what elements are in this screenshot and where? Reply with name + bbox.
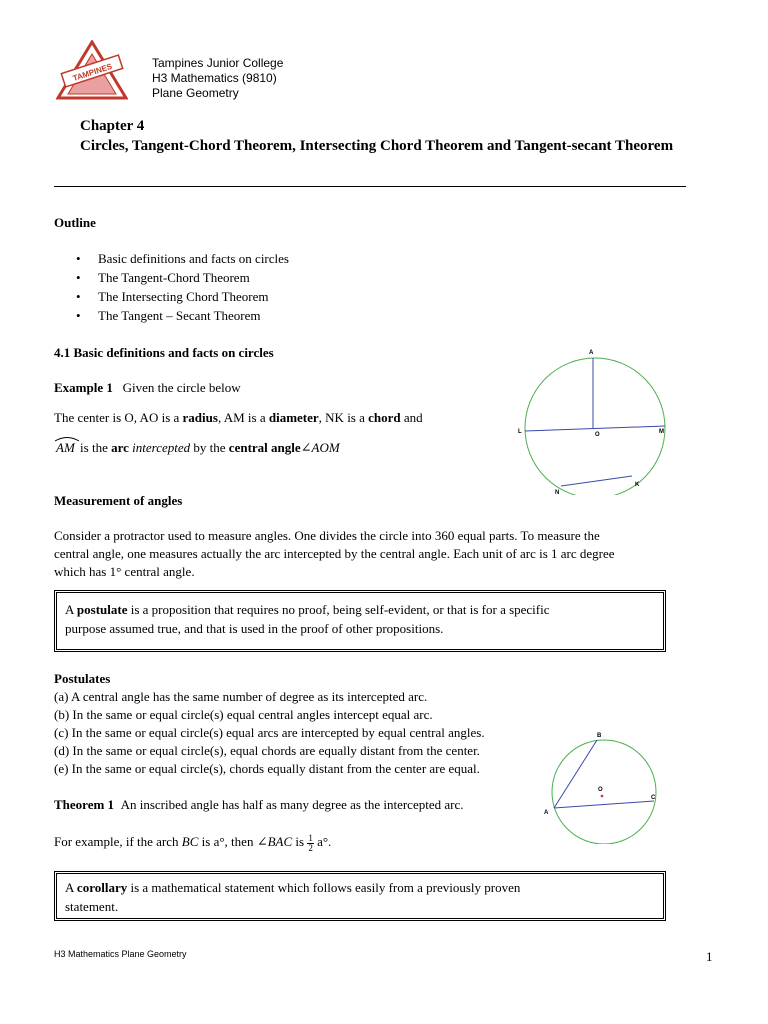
- corollary-line-2: statement.: [65, 899, 119, 914]
- theorem-example: For example, if the arch BC is a°, then ∠BAC is $\frac{1}{2}$ a°.: [54, 832, 332, 853]
- theorem-1: [54, 796, 463, 814]
- angle-bac: ∠BAC: [256, 834, 293, 849]
- chapter-title: Circles, Tangent-Chord Theorem, Intersecting Chord Theorem and Tangent-secant Theorem: [80, 138, 674, 154]
- arc-symbol: AM: [54, 439, 77, 457]
- label-B: B: [597, 733, 602, 739]
- postulate-line-1: A postulate is a proposition that requires no proof, being self-evident, or that is for a specific: [65, 602, 550, 617]
- label-A: A: [589, 350, 594, 356]
- fraction-half: $\frac{1}{2}$: [308, 832, 313, 853]
- label-M: M: [659, 429, 664, 435]
- label-C: C: [651, 795, 656, 801]
- postulate-item: (b) In the same or equal circle(s) equal central angles intercept equal arc.: [54, 707, 433, 722]
- header-info: [152, 56, 283, 101]
- measurement-line: Consider a protractor used to measure angles. One divides the circle into 360 equal parts. To measure the: [54, 528, 600, 543]
- corollary-definition-box: [54, 871, 666, 921]
- logo-text: TAMPINES: [71, 61, 114, 84]
- chapter-heading: [80, 116, 700, 156]
- theorem-label: Theorem 1: [54, 797, 115, 812]
- section-heading: 4.1 Basic definitions and facts on circles: [54, 345, 274, 360]
- theorem-text: An inscribed angle has half as many degree as the intercepted arc.: [120, 797, 464, 812]
- course-name: H3 Mathematics (9810): [152, 71, 277, 85]
- postulate-item: (c) In the same or equal circle(s) equal arcs are intercepted by equal central angles.: [54, 725, 485, 740]
- term-radius: radius: [182, 410, 218, 425]
- arc-bc: BC: [181, 834, 199, 849]
- term-arc: arc: [111, 440, 129, 455]
- page-number: 1: [706, 949, 713, 964]
- topic-name: Plane Geometry: [152, 86, 239, 100]
- term-intercepted: intercepted: [132, 440, 191, 455]
- footer-text: H3 Mathematics Plane Geometry: [54, 949, 187, 959]
- label-L: L: [518, 429, 522, 435]
- example-label: Example 1: [54, 380, 113, 395]
- corollary-line-1: A corollary is a mathematical statement which follows easily from a previously proven: [65, 880, 521, 895]
- definition-line-2: AM is the arc intercepted by the central angle∠AOM: [54, 439, 340, 457]
- postulate-item: (a) A central angle has the same number of degree as its intercepted arc.: [54, 689, 428, 704]
- circle-figure-2: [538, 728, 668, 844]
- term-corollary: corollary: [76, 880, 128, 895]
- angle-symbol: ∠AOM: [300, 440, 340, 455]
- label-N: N: [555, 490, 560, 495]
- example-text: Given the circle below: [122, 380, 241, 395]
- postulate-definition-box: [54, 590, 666, 652]
- label-O: O: [598, 787, 603, 793]
- school-logo: [56, 40, 128, 100]
- postulate-line-2: purpose assumed true, and that is used in the proof of other propositions.: [65, 621, 444, 636]
- term-postulate: postulate: [76, 602, 128, 617]
- label-K: K: [635, 482, 640, 488]
- label-O: O: [595, 432, 600, 438]
- label-A: A: [544, 810, 549, 816]
- example-1: [54, 379, 241, 397]
- title-divider: [54, 186, 686, 187]
- definition-line-1: The center is O, AO is a radius, AM is a diameter, NK is a chord and: [54, 410, 423, 425]
- postulates-heading: Postulates: [54, 671, 111, 686]
- circle-figure-1: [515, 345, 700, 495]
- term-chord: chord: [368, 410, 401, 425]
- measurement-line: which has 1° central angle.: [54, 564, 195, 579]
- measurement-heading: Measurement of angles: [54, 493, 183, 508]
- chapter-number: Chapter 4: [80, 118, 145, 134]
- term-diameter: diameter: [268, 410, 319, 425]
- postulate-item: (d) In the same or equal circle(s), equal chords are equally distant from the center.: [54, 743, 480, 758]
- measurement-line: central angle, one measures actually the arc intercepted by the central angle. Each unit of arc is 1 arc degree: [54, 546, 615, 561]
- school-name: Tampines Junior College: [152, 56, 284, 70]
- term-central-angle: central angle: [228, 440, 301, 455]
- postulate-item: (e) In the same or equal circle(s), chords equally distant from the center are equal.: [54, 761, 480, 776]
- outline-heading: Outline: [54, 215, 96, 230]
